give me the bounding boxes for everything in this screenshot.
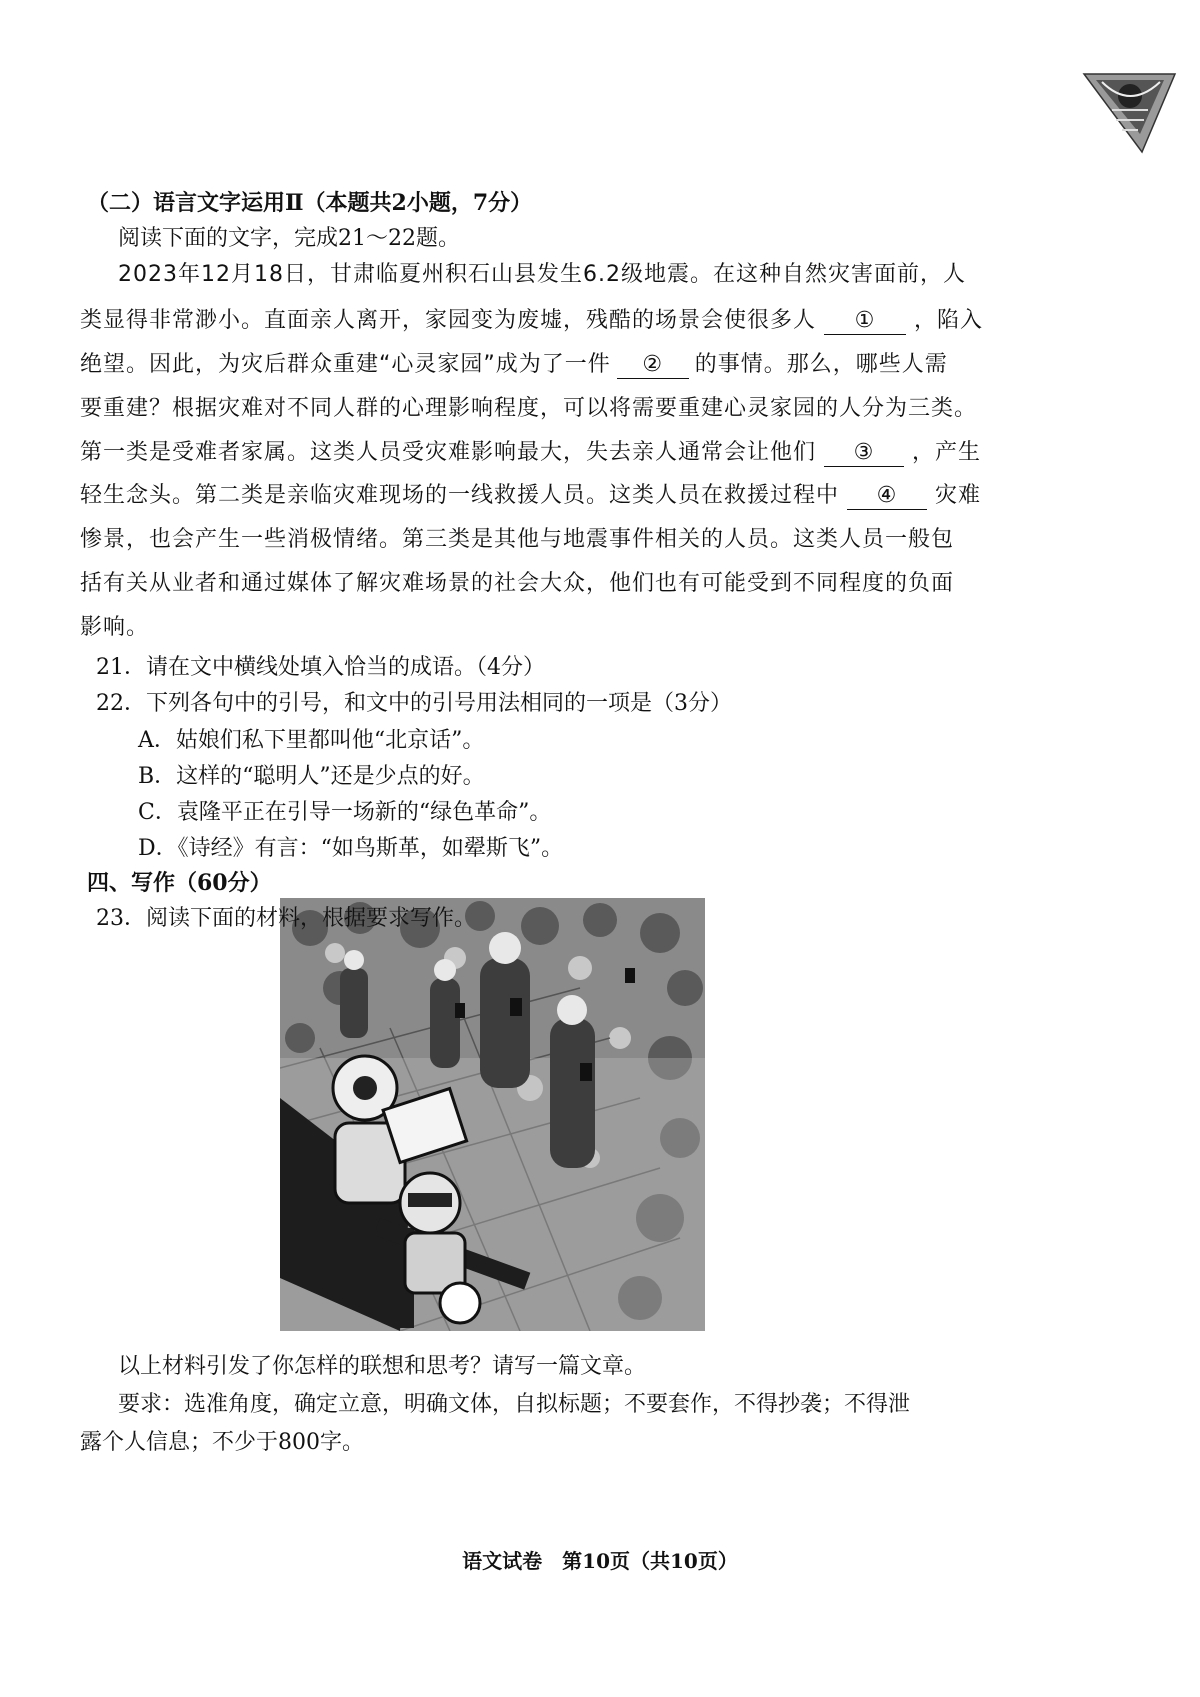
section-heading: （二）语言文字运用Ⅱ（本题共2小题，7分）	[87, 190, 533, 216]
passage-line-9: 影响。	[80, 615, 150, 640]
blank-3: ③	[824, 440, 904, 467]
passage-text: 类显得非常渺小。直面亲人离开，家园变为废墟，残酷的场景会使很多人	[80, 308, 817, 333]
passage-text: 的事情。那么，哪些人需	[694, 352, 948, 377]
reading-instruction: 阅读下面的文字，完成21～22题。	[118, 226, 460, 251]
option-a: A．姑娘们私下里都叫他“北京话”。	[138, 728, 485, 753]
passage-text: 灾难	[935, 483, 982, 508]
question-22: 22．下列各句中的引号，和文中的引号用法相同的一项是（3分）	[96, 691, 732, 716]
passage-line-2	[80, 306, 983, 336]
passage-line-1: 2023年12月18日，甘肃临夏州积石山县发生6.2级地震。在这种自然灾害面前，人	[118, 262, 966, 287]
blank-2: ②	[617, 352, 689, 379]
option-d: D．《诗经》有言：“如鸟斯革，如翚斯飞”。	[138, 836, 564, 861]
passage-line-5	[80, 438, 981, 468]
passage-line-3	[80, 350, 948, 380]
requirement-line-1: 要求：选准角度，确定立意，明确文体，自拟标题；不要套作，不得抄袭；不得泄	[118, 1392, 911, 1417]
question-21: 21．请在文中横线处填入恰当的成语。（4分）	[96, 655, 545, 680]
passage-line-4: 要重建？根据灾难对不同人群的心理影响程度，可以将需要重建心灵家园的人分为三类。	[80, 396, 978, 421]
writing-heading: 四、写作（60分）	[87, 870, 272, 896]
option-b: B．这样的“聪明人”还是少点的好。	[138, 764, 485, 789]
blank-1: ①	[824, 308, 906, 335]
cartoon-illustration	[280, 898, 705, 1331]
passage-text: ，产生	[912, 440, 982, 465]
passage-line-8: 括有关从业者和通过媒体了解灾难场景的社会大众，他们也有可能受到不同程度的负面	[80, 571, 955, 596]
passage-line-7: 惨景，也会产生一些消极情绪。第三类是其他与地震事件相关的人员。这类人员一般包	[80, 527, 955, 552]
passage-text: 轻生念头。第二类是亲临灾难现场的一线救援人员。这类人员在救援过程中	[80, 483, 840, 508]
writing-prompt: 以上材料引发了你怎样的联想和思考？请写一篇文章。	[118, 1354, 647, 1379]
corner-logo	[1082, 70, 1177, 155]
passage-text: ，陷入	[914, 308, 984, 333]
passage-text: 绝望。因此，为灾后群众重建“心灵家园”成为了一件	[80, 352, 611, 377]
requirement-line-2: 露个人信息；不少于800字。	[80, 1430, 364, 1455]
page-footer: 语文试卷 第10页（共10页）	[462, 1549, 738, 1573]
option-c: C．袁隆平正在引导一场新的“绿色革命”。	[138, 800, 552, 825]
question-23: 23．阅读下面的材料，根据要求写作。	[96, 906, 476, 931]
passage-line-6	[80, 481, 981, 511]
passage-text: 第一类是受难者家属。这类人员受灾难影响最大，失去亲人通常会让他们	[80, 440, 817, 465]
blank-4: ④	[847, 483, 927, 510]
